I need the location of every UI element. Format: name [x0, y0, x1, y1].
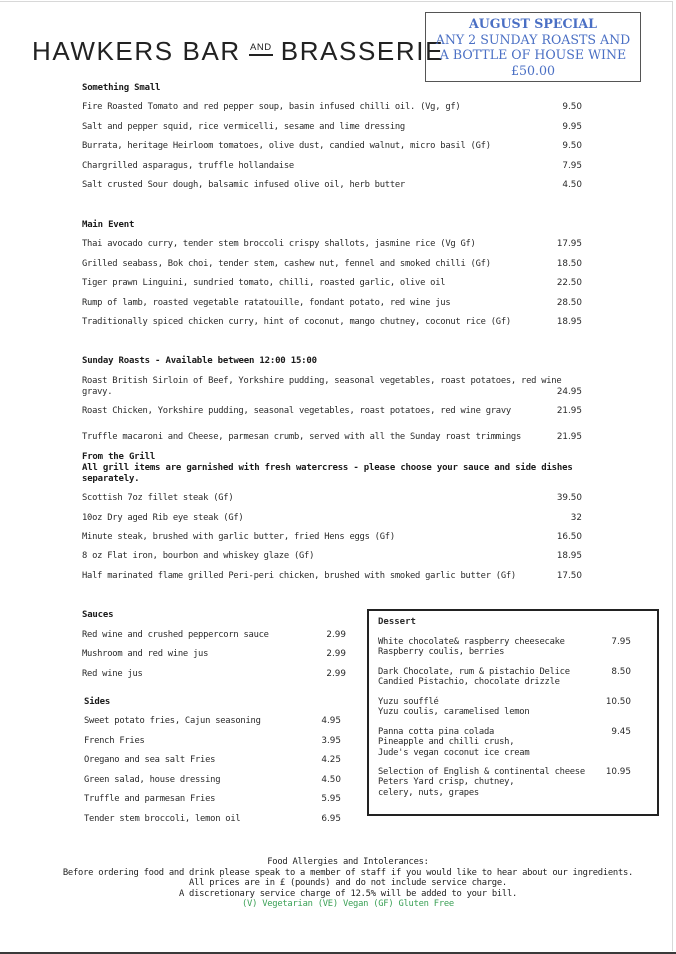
dessert-description: Jude's vegan coconut ice cream: [378, 747, 530, 758]
section-title-sauces: Sauces: [82, 610, 114, 620]
section-title-grill: From the Grill: [82, 452, 156, 462]
item-name: Sweet potato fries, Cajun seasoning: [84, 716, 261, 726]
dessert-item: [378, 767, 631, 798]
grill-note-line-1: All grill items are garnished with fresh watercress - please choose your sauce and side dishes: [82, 463, 573, 473]
item-price: 9.45: [611, 727, 631, 737]
logo-text-right: BRASSERIE: [280, 35, 445, 66]
item-name: Grilled seabass, Bok choi, tender stem, cashew nut, fennel and smoked chilli (Gf): [82, 259, 491, 269]
dessert-box: [367, 609, 659, 816]
dessert-name: Selection of English & continental cheese: [378, 767, 585, 777]
grill-note-line-2: separately.: [82, 474, 140, 484]
item-name: Salt and pepper squid, rice vermicelli, sesame and lime dressing: [82, 122, 405, 132]
item-price: 2.99: [326, 630, 346, 640]
item-name: Chargrilled asparagus, truffle hollandaise: [82, 161, 294, 171]
logo-text-left: HAWKERS BAR: [32, 35, 241, 66]
item-price: 16.50: [556, 532, 582, 542]
dessert-description: celery, nuts, grapes: [378, 787, 479, 798]
item-name: Half marinated flame grilled Peri-peri chicken, brushed with smoked garlic butter (Gf): [82, 571, 516, 581]
section-title-main-event: Main Event: [82, 220, 135, 230]
footer-heading: Food Allergies and Intolerances:: [267, 857, 429, 867]
item-name: Minute steak, brushed with garlic butter, fried Hens eggs (Gf): [82, 532, 395, 542]
item-name: Scottish 7oz fillet steak (Gf): [82, 493, 234, 503]
section-title-sunday-roasts: Sunday Roasts - Available between 12:00 15:00: [82, 356, 317, 366]
dietary-legend: (V) Vegetarian (VE) Vegan (GF) Gluten Free: [242, 899, 454, 910]
item-name: Tiger prawn Linguini, sundried tomato, chilli, roasted garlic, olive oil: [82, 278, 446, 288]
item-price: 17.50: [556, 571, 582, 581]
footer-prices-note: All prices are in £ (pounds) and do not include service charge.: [189, 878, 507, 889]
item-price: 9.50: [562, 102, 582, 112]
item-name: Salt crusted Sour dough, balsamic infused olive oil, herb butter: [82, 180, 405, 190]
item-name-line-1: Roast British Sirloin of Beef, Yorkshire pudding, seasonal vegetables, roast potatoes, red wine: [82, 376, 562, 386]
restaurant-logo: [32, 36, 444, 66]
dessert-name: Yuzu soufflé: [378, 697, 439, 707]
item-price: 9.50: [562, 141, 582, 151]
dessert-description: Peters Yard crisp, chutney,: [378, 777, 515, 788]
item-name: 10oz Dry aged Rib eye steak (Gf): [82, 513, 244, 523]
footer-allergy-note: Before ordering food and drink please speak to a member of staff if you would like to hear about our ingredients.: [62, 867, 634, 878]
dessert-item: [378, 697, 631, 718]
special-price: £50.00: [510, 62, 556, 78]
dessert-description: Yuzu coulis, caramelised lemon: [378, 707, 530, 718]
item-name: Mushroom and red wine jus: [82, 649, 209, 659]
item-price: 10.95: [605, 767, 631, 777]
dessert-name: Dark Chocolate, rum & pistachio Delice: [378, 667, 570, 677]
item-name: French Fries: [84, 736, 145, 746]
item-price: 18.95: [556, 317, 582, 327]
item-name-line-2: gravy.: [82, 387, 113, 397]
item-price: 3.95: [321, 736, 341, 746]
dessert-name: Panna cotta pina colada: [378, 727, 495, 737]
item-price: 8.50: [611, 667, 631, 677]
item-price: 4.95: [321, 716, 341, 726]
item-price: 9.95: [562, 122, 582, 132]
item-name: Traditionally spiced chicken curry, hint of coconut, mango chutney, coconut rice (Gf): [82, 317, 511, 327]
item-price: 39.50: [556, 493, 582, 503]
section-title-something-small: Something Small: [82, 83, 161, 93]
august-special-box: [425, 12, 641, 82]
item-name: 8 oz Flat iron, bourbon and whiskey glaze (Gf): [82, 551, 315, 561]
dessert-name: White chocolate& raspberry cheesecake: [378, 637, 565, 647]
item-price: 18.50: [556, 259, 582, 269]
item-price: 7.95: [611, 637, 631, 647]
item-name: Truffle macaroni and Cheese, parmesan crumb, served with all the Sunday roast trimmings: [82, 432, 522, 442]
item-price: 17.95: [556, 239, 582, 249]
item-name: Tender stem broccoli, lemon oil: [84, 814, 241, 824]
item-name: Fire Roasted Tomato and red pepper soup, basin infused chilli oil. (Vg, gf): [82, 102, 461, 112]
item-price: 24.95: [556, 387, 582, 397]
item-name: Roast Chicken, Yorkshire pudding, seasonal vegetables, roast potatoes, red wine gravy: [82, 406, 511, 416]
special-line-1: ANY 2 SUNDAY ROASTS AND: [435, 31, 631, 47]
dessert-item: [378, 727, 631, 758]
item-price: 4.25: [321, 755, 341, 765]
item-price: 6.95: [321, 814, 341, 824]
item-price: 2.99: [326, 669, 346, 679]
item-name: Truffle and parmesan Fries: [84, 794, 216, 804]
item-price: 4.50: [562, 180, 582, 190]
special-title: AUGUST SPECIAL: [468, 16, 598, 31]
dessert-description: Pineapple and chilli crush,: [378, 737, 515, 748]
item-price: 32: [570, 513, 582, 523]
item-price: 21.95: [556, 432, 582, 442]
item-price: 28.50: [556, 298, 582, 308]
dessert-item: [378, 637, 631, 658]
item-price: 22.50: [556, 278, 582, 288]
item-price: 2.99: [326, 649, 346, 659]
item-name: Burrata, heritage Heirloom tomatoes, olive dust, candied walnut, micro basil (Gf): [82, 141, 491, 151]
item-price: 10.50: [605, 697, 631, 707]
section-title-dessert: Dessert: [378, 617, 416, 627]
item-price: 7.95: [562, 161, 582, 171]
item-price: 5.95: [321, 794, 341, 804]
item-name: Oregano and sea salt Fries: [84, 755, 216, 765]
footer-service-charge: A discretionary service charge of 12.5% will be added to your bill.: [178, 888, 518, 899]
allergy-footer: [0, 857, 676, 910]
item-price: 18.95: [556, 551, 582, 561]
dessert-description: Raspberry coulis, berries: [378, 647, 505, 658]
item-name: Green salad, house dressing: [84, 775, 221, 785]
item-price: 21.95: [556, 406, 582, 416]
item-name: Thai avocado curry, tender stem broccoli crispy shallots, jasmine rice (Vg Gf): [82, 239, 476, 249]
item-name: Red wine jus: [82, 669, 143, 679]
item-name: Red wine and crushed peppercorn sauce: [82, 630, 269, 640]
item-price: 4.50: [321, 775, 341, 785]
dessert-item: [378, 667, 631, 688]
dessert-description: Candied Pistachio, chocolate drizzle: [378, 677, 560, 688]
logo-and: AND: [249, 42, 273, 56]
item-name: Rump of lamb, roasted vegetable ratatouille, fondant potato, red wine jus: [82, 298, 451, 308]
special-line-2: A BOTTLE OF HOUSE WINE: [439, 47, 627, 63]
section-title-sides: Sides: [84, 697, 111, 707]
